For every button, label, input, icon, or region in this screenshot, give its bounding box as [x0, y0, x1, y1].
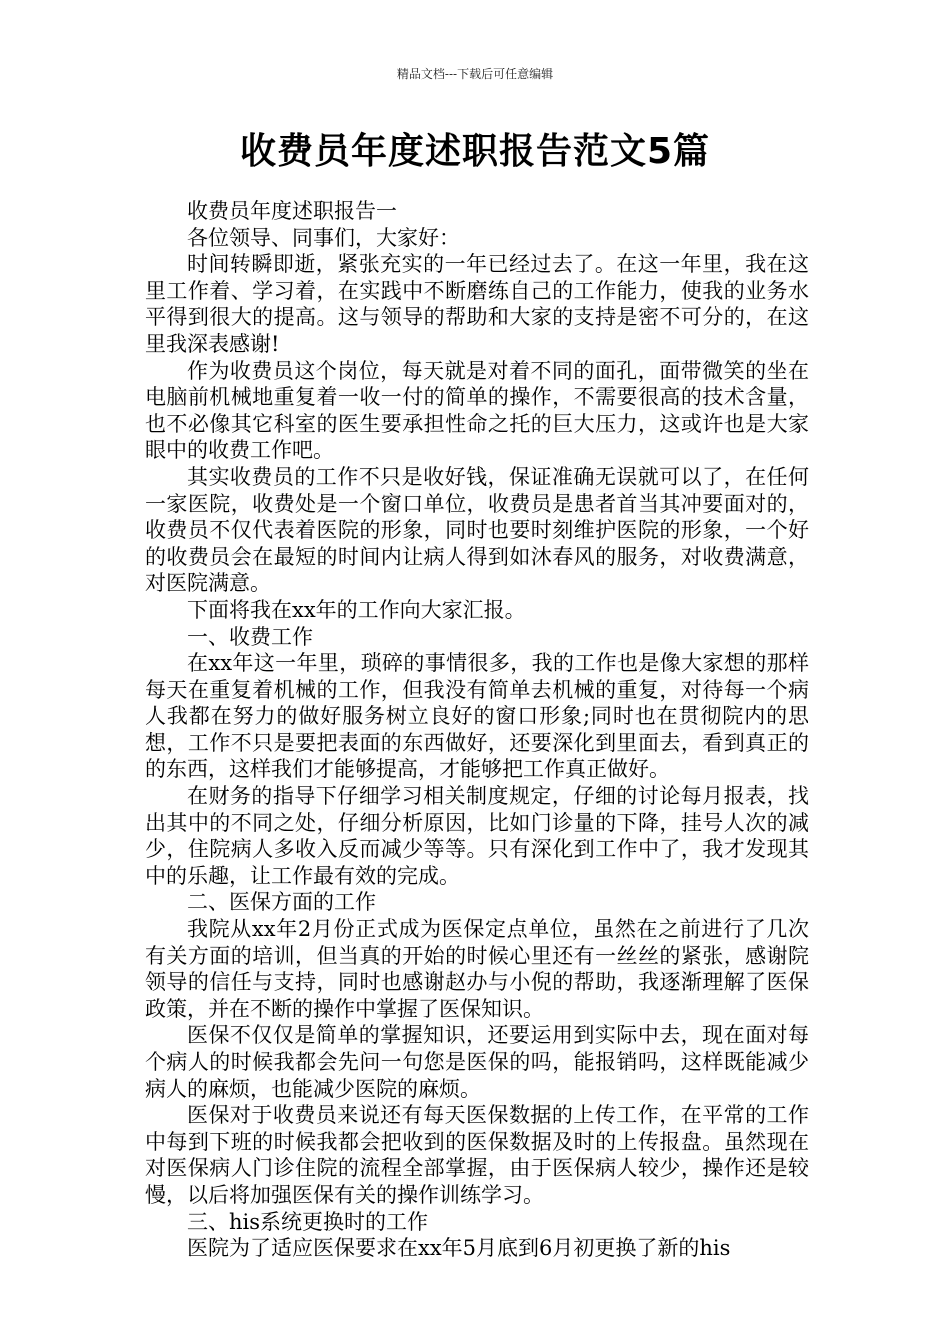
- body-paragraph: 下面将我在xx年的工作向大家汇报。: [187, 597, 526, 622]
- subsection-heading: 一、收费工作: [187, 624, 313, 649]
- document-title: 收费员年度述职报告范文5篇: [239, 131, 711, 172]
- body-paragraph: 作为收费员这个岗位，每天就是对着不同的面孔，面带微笑的坐在电脑前机械地重复着一收一付的简单的操作，不需要很高的技术含量，也不必像其它科室的医生要承担性命之托的巨大压力，这或许也是大家眼中的收费工作吧。: [145, 358, 809, 463]
- section-heading: 收费员年度述职报告一: [187, 199, 397, 223]
- body-paragraph: 其实收费员的工作不只是收好钱，保证准确无误就可以了，在任何一家医院，收费处是一个窗口单位，收费员是患者首当其冲要面对的，收费员不仅代表着医院的形象，同时也要时刻维护医院的形象，一个好的收费员会在最短的时间内让病人得到如沐春风的服务，对收费满意，对医院满意。: [145, 464, 809, 596]
- body-paragraph: 我院从xx年2月份正式成为医保定点单位，虽然在之前进行了几次有关方面的培训，但当真的开始的时候心里还有一丝丝的紧张，感谢院领导的信任与支持，同时也感谢赵办与小倪的帮助，我逐渐理解了医保政策，并在不断的操作中掌握了医保知识。: [145, 917, 809, 1021]
- subsection-heading: 二、医保方面的工作: [187, 890, 376, 915]
- document-body: [145, 198, 809, 1262]
- body-paragraph: 在财务的指导下仔细学习相关制度规定，仔细的讨论每月报表，找出其中的不同之处，仔细分析原因，比如门诊量的下降，挂号人次的减少，住院病人多收入反而减少等等。只有深化到工作中了，我才发现其中的乐趣，让工作最有效的完成。: [145, 784, 809, 888]
- salutation: 各位领导、同事们，大家好：: [187, 225, 460, 250]
- body-paragraph: 医保对于收费员来说还有每天医保数据的上传工作，在平常的工作中每到下班的时候我都会把收到的医保数据及时的上传报盘。虽然现在对医保病人门诊住院的流程全部掌握，由于医保病人较少，操作还是较慢，以后将加强医保有关的操作训练学习。: [145, 1103, 809, 1207]
- header-note: 精品文档---下载后可任意编辑: [396, 67, 554, 81]
- subsection-heading: 三、his系统更换时的工作: [187, 1209, 429, 1234]
- body-paragraph: 医保不仅仅是简单的掌握知识，还要运用到实际中去，现在面对每个病人的时候我都会先问一句您是医保的吗，能报销吗，这样既能减少病人的麻烦，也能减少医院的麻烦。: [145, 1023, 809, 1101]
- body-paragraph: 在xx年这一年里，琐碎的事情很多，我的工作也是像大家想的那样每天在重复着机械的工作，但我没有简单去机械的重复，对待每一个病人我都在努力的做好服务树立良好的窗口形象;同时也在贯彻院内的思想，工作不只是要把表面的东西做好，还要深化到里面去，看到真正的的东西，这样我们才能够提高，才能够把工作真正做好。: [145, 651, 809, 782]
- body-paragraph: 时间转瞬即逝，紧张充实的一年已经过去了。在这一年里，我在这里工作着、学习着，在实践中不断磨练自己的工作能力，使我的业务水平得到很大的提高。这与领导的帮助和大家的支持是密不可分的，在这里我深表感谢!: [145, 252, 809, 356]
- body-paragraph: 医院为了适应医保要求在xx年5月底到6月初更换了新的his: [187, 1236, 731, 1261]
